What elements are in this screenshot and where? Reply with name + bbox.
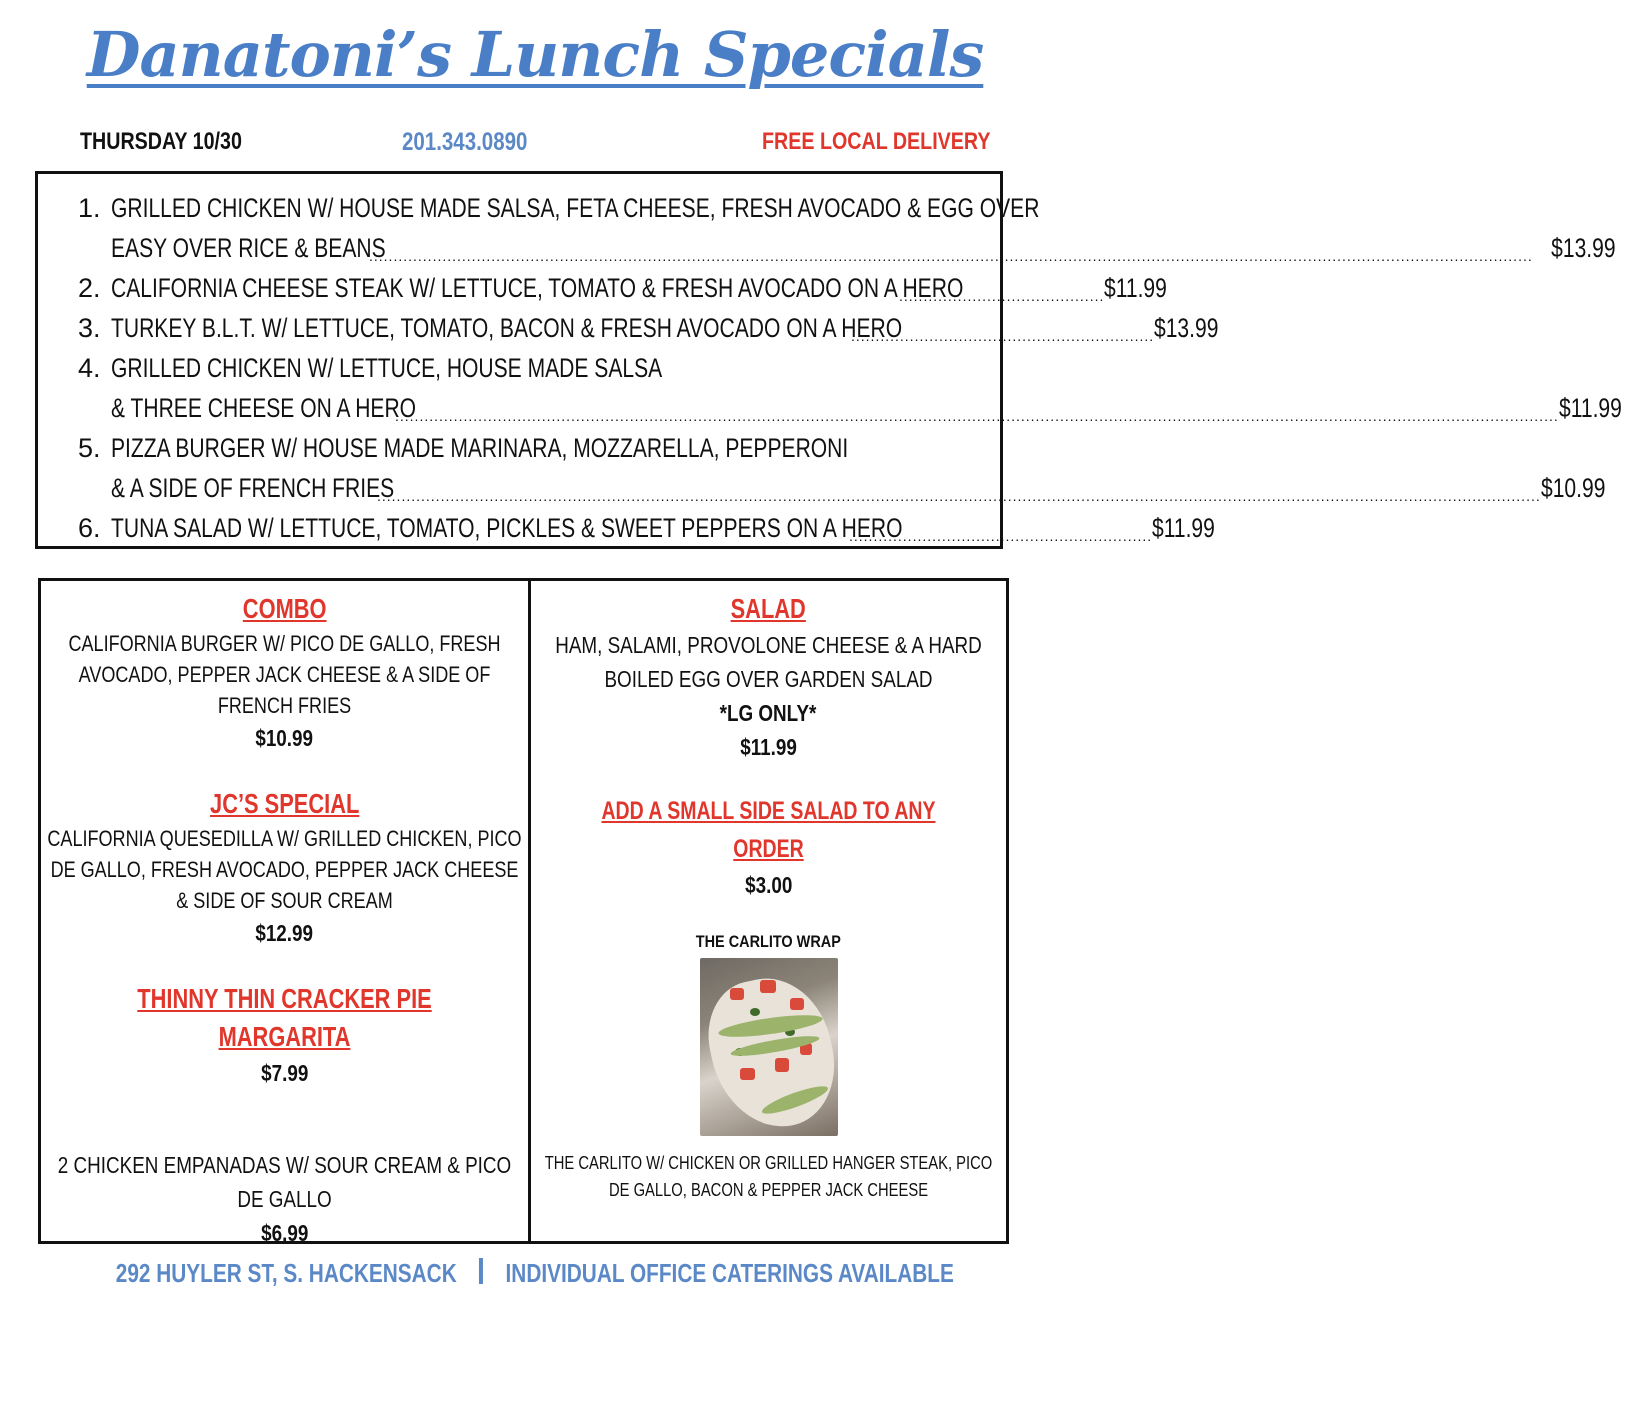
phone-number: 201.343.0890 <box>402 128 528 156</box>
side-salad-price: $3.00 <box>744 872 793 898</box>
item-price: $10.99 <box>1540 473 1606 503</box>
dot-leader: .............................................................. <box>851 328 1155 344</box>
menu-item-4 <box>78 348 1622 428</box>
item-number: 6. <box>78 513 101 543</box>
combo-description: CALIFORNIA BURGER W/ PICO DE GALLO, FRESH AVOCADO, PEPPER JACK CHEESE & A SIDE OF FRENCH FRIES <box>68 631 501 718</box>
footer <box>0 1258 1070 1289</box>
jc-special-description: CALIFORNIA QUESEDILLA W/ GRILLED CHICKEN, PICO DE GALLO, FRESH AVOCADO, PEPPER JACK CHEESE & SIDE OF SOUR CREAM <box>47 826 522 913</box>
empanadas-price: $6.99 <box>260 1220 309 1246</box>
item-description-cont: & A SIDE OF FRENCH FRIES <box>111 473 395 503</box>
item-description-cont: & THREE CHEESE ON A HERO <box>111 393 417 423</box>
menu-item-5 <box>78 428 1606 508</box>
item-number: 1. <box>78 193 101 223</box>
item-number: 3. <box>78 313 101 343</box>
item-price: $11.99 <box>1558 393 1622 423</box>
cracker-pie-title: THINNY THIN CRACKER PIE MARGARITA <box>137 983 432 1052</box>
jc-special-price: $12.99 <box>255 920 314 946</box>
salad-title: SALAD <box>730 593 807 624</box>
date-label: THURSDAY 10/30 <box>80 128 242 155</box>
item-description: GRILLED CHICKEN W/ LETTUCE, HOUSE MADE SALSA <box>111 353 663 383</box>
footer-separator <box>479 1258 483 1284</box>
dot-leader: .............................................................................................................................................................................................................................................. <box>369 248 1533 264</box>
menu-item-2 <box>78 268 1168 308</box>
address: 292 HUYLER ST, S. HACKENSACK <box>115 1258 457 1288</box>
item-number: 2. <box>78 273 101 303</box>
item-price: $11.99 <box>1152 513 1216 543</box>
left-column <box>41 590 528 1250</box>
carlito-wrap-description: THE CARLITO W/ CHICKEN OR GRILLED HANGER STEAK, PICO DE GALLO, BACON & PEPPER JACK CHEESE <box>544 1153 993 1200</box>
right-column <box>531 590 1006 1204</box>
dot-leader: .............................................................. <box>849 528 1153 544</box>
item-price: $13.99 <box>1550 233 1616 263</box>
item-price: $11.99 <box>1104 273 1168 303</box>
delivery-label: FREE LOCAL DELIVERY <box>762 128 991 155</box>
item-description-cont: EASY OVER RICE & BEANS <box>111 233 386 263</box>
item-description: TUNA SALAD W/ LETTUCE, TOMATO, PICKLES & SWEET PEPPERS ON A HERO <box>111 513 903 543</box>
item-description: CALIFORNIA CHEESE STEAK W/ LETTUCE, TOMATO & FRESH AVOCADO ON A HERO <box>111 273 964 303</box>
item-price: $13.99 <box>1154 313 1219 343</box>
menu-item-3 <box>78 308 1219 348</box>
jc-special-title: JC’S SPECIAL <box>209 788 360 819</box>
combo-title: COMBO <box>242 593 327 624</box>
carlito-wrap-photo <box>700 958 838 1136</box>
empanadas-description: 2 CHICKEN EMPANADAS W/ SOUR CREAM & PICO DE GALLO <box>57 1152 512 1212</box>
item-description: PIZZA BURGER W/ HOUSE MADE MARINARA, MOZZARELLA, PEPPERONI <box>111 433 849 463</box>
carlito-wrap-title: THE CARLITO WRAP <box>695 932 842 951</box>
combo-price: $10.99 <box>255 725 314 751</box>
item-description: GRILLED CHICKEN W/ HOUSE MADE SALSA, FETA CHEESE, FRESH AVOCADO & EGG OVER <box>111 193 1040 223</box>
salad-note: *LG ONLY* <box>720 700 817 726</box>
salad-description: HAM, SALAMI, PROVOLONE CHEESE & A HARD BOILED EGG OVER GARDEN SALAD <box>555 632 982 692</box>
menu-item-1 <box>78 188 1616 268</box>
dot-leader: .......................................... <box>899 288 1105 304</box>
item-number: 4. <box>78 353 101 383</box>
salad-price: $11.99 <box>740 734 797 760</box>
item-number: 5. <box>78 433 101 463</box>
menu-item-6 <box>78 508 1216 548</box>
page-title: Danatoni’s Lunch Specials <box>86 18 984 91</box>
dot-leader: .............................................................................................................................................................................................................................................. <box>377 488 1541 504</box>
cracker-pie-price: $7.99 <box>260 1060 309 1086</box>
side-salad-title: ADD A SMALL SIDE SALAD TO ANY ORDER <box>601 797 936 863</box>
item-description: TURKEY B.L.T. W/ LETTUCE, TOMATO, BACON & FRESH AVOCADO ON A HERO <box>111 313 903 343</box>
catering-note: INDIVIDUAL OFFICE CATERINGS AVAILABLE <box>505 1258 955 1288</box>
menu-list <box>35 171 1622 549</box>
dot-leader: .............................................................................................................................................................................................................................................. <box>395 408 1559 424</box>
